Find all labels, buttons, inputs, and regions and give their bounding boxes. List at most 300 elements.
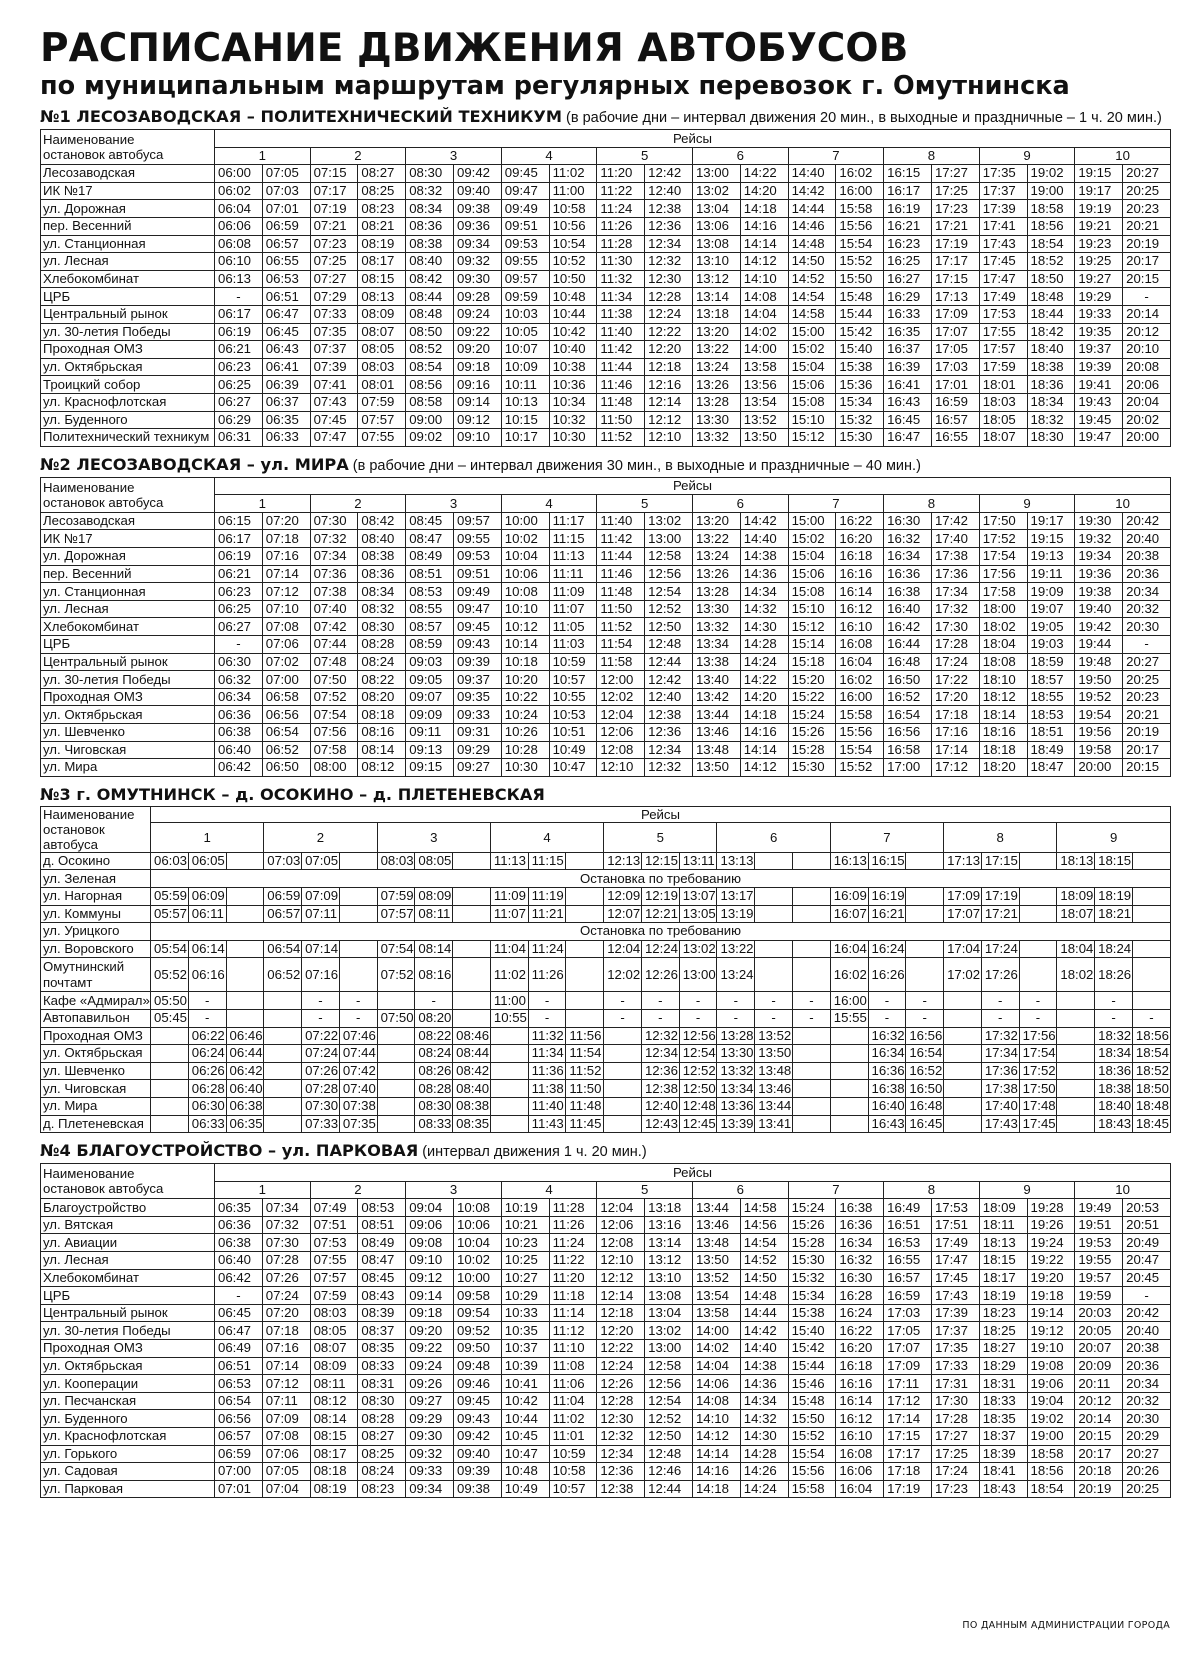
- time-cell: 16:29: [884, 288, 932, 306]
- time-cell: 08:36: [406, 217, 454, 235]
- time-cell: 17:54: [1019, 1045, 1057, 1063]
- time-cell: 16:12: [836, 1410, 884, 1428]
- stop-name: Омутнинский почтамт: [41, 958, 151, 992]
- time-cell: 07:16: [262, 548, 310, 566]
- time-cell: 17:07: [884, 1340, 932, 1358]
- time-cell: 18:09: [979, 1199, 1027, 1217]
- time-cell: 06:54: [264, 940, 302, 958]
- time-cell: 08:57: [406, 618, 454, 636]
- time-cell: [1019, 940, 1057, 958]
- time-cell: 19:15: [1075, 165, 1123, 183]
- time-cell: 09:11: [406, 724, 454, 742]
- time-cell: 06:57: [264, 905, 302, 923]
- time-cell: 12:32: [597, 1428, 645, 1446]
- on-request-note: Остановка по требованию: [151, 923, 1171, 941]
- time-cell: 09:27: [406, 1392, 454, 1410]
- time-cell: 12:32: [645, 759, 693, 777]
- time-cell: 16:30: [836, 1269, 884, 1287]
- time-cell: 09:18: [453, 358, 501, 376]
- time-cell: 15:56: [836, 217, 884, 235]
- time-cell: 16:10: [836, 1428, 884, 1446]
- time-cell: 16:15: [884, 165, 932, 183]
- time-cell: 19:05: [1027, 618, 1075, 636]
- trip-number: 7: [788, 495, 884, 513]
- time-cell: 11:34: [597, 288, 645, 306]
- time-cell: 09:43: [453, 636, 501, 654]
- time-cell: 18:14: [979, 706, 1027, 724]
- time-cell: 19:44: [1075, 636, 1123, 654]
- time-cell: 20:30: [1123, 1410, 1171, 1428]
- time-cell: 10:29: [501, 1287, 549, 1305]
- time-cell: [1057, 1009, 1095, 1027]
- time-cell: 17:36: [981, 1062, 1019, 1080]
- time-cell: [755, 852, 793, 870]
- time-cell: 13:46: [692, 1216, 740, 1234]
- time-cell: 16:07: [830, 905, 868, 923]
- stop-name: пер. Весенний: [41, 217, 215, 235]
- time-cell: 16:35: [884, 323, 932, 341]
- time-cell: 12:38: [645, 200, 693, 218]
- time-cell: 07:36: [310, 565, 358, 583]
- time-cell: 17:49: [979, 288, 1027, 306]
- time-cell: 13:39: [717, 1115, 755, 1133]
- time-cell: 19:52: [1075, 688, 1123, 706]
- time-cell: 18:40: [1095, 1097, 1133, 1115]
- time-cell: 10:52: [549, 253, 597, 271]
- time-cell: 17:13: [931, 288, 979, 306]
- time-cell: 18:33: [979, 1392, 1027, 1410]
- time-cell: 07:44: [339, 1045, 377, 1063]
- time-cell: 08:38: [358, 548, 406, 566]
- time-cell: 06:57: [215, 1428, 263, 1446]
- stop-name: Политехнический техникум: [41, 429, 215, 447]
- time-cell: 11:34: [528, 1045, 566, 1063]
- time-cell: [1132, 940, 1170, 958]
- table-row: [41, 905, 1171, 923]
- time-cell: 13:42: [692, 688, 740, 706]
- time-cell: 16:00: [836, 688, 884, 706]
- time-cell: 12:20: [597, 1322, 645, 1340]
- time-cell: 11:19: [528, 887, 566, 905]
- time-cell: 10:03: [501, 305, 549, 323]
- time-cell: 20:17: [1075, 1445, 1123, 1463]
- time-cell: 10:11: [501, 376, 549, 394]
- table-row: [41, 565, 1171, 583]
- time-cell: 18:27: [979, 1340, 1027, 1358]
- trip-number: 8: [884, 147, 980, 165]
- time-cell: 11:46: [597, 376, 645, 394]
- time-cell: 11:54: [566, 1045, 604, 1063]
- time-cell: 08:47: [406, 530, 454, 548]
- time-cell: 12:58: [645, 1357, 693, 1375]
- time-cell: 15:58: [836, 706, 884, 724]
- time-cell: 12:18: [597, 1304, 645, 1322]
- time-cell: 13:04: [645, 1304, 693, 1322]
- time-cell: 16:04: [836, 1480, 884, 1498]
- time-cell: 17:17: [884, 1445, 932, 1463]
- time-cell: 12:04: [597, 706, 645, 724]
- time-cell: 18:59: [1027, 653, 1075, 671]
- time-cell: 16:38: [868, 1080, 906, 1098]
- time-cell: 19:58: [1075, 741, 1123, 759]
- time-cell: 11:05: [549, 618, 597, 636]
- time-cell: 18:47: [1027, 759, 1075, 777]
- time-cell: 08:44: [453, 1045, 491, 1063]
- time-cell: 07:52: [377, 958, 415, 992]
- time-cell: 19:41: [1075, 376, 1123, 394]
- time-cell: [793, 1080, 831, 1098]
- time-cell: 07:33: [302, 1115, 340, 1133]
- trip-number: 10: [1075, 495, 1171, 513]
- time-cell: 07:59: [358, 393, 406, 411]
- time-cell: [226, 887, 264, 905]
- time-cell: 11:00: [490, 992, 528, 1010]
- time-cell: [793, 940, 831, 958]
- table-row: [41, 1392, 1171, 1410]
- time-cell: 14:06: [692, 1375, 740, 1393]
- time-cell: 20:08: [1123, 358, 1171, 376]
- stop-name: ул. Нагорная: [41, 887, 151, 905]
- time-cell: 13:44: [692, 1199, 740, 1217]
- time-cell: 17:01: [931, 376, 979, 394]
- time-cell: 16:20: [836, 1340, 884, 1358]
- time-cell: 10:08: [501, 583, 549, 601]
- time-cell: 16:13: [830, 852, 868, 870]
- time-cell: 08:03: [358, 358, 406, 376]
- time-cell: 12:22: [645, 323, 693, 341]
- time-cell: 19:47: [1075, 429, 1123, 447]
- time-cell: 20:38: [1123, 1340, 1171, 1358]
- time-cell: 13:41: [755, 1115, 793, 1133]
- stop-name: Лесозаводская: [41, 165, 215, 183]
- time-cell: [226, 992, 264, 1010]
- time-cell: [377, 992, 415, 1010]
- time-cell: 18:54: [1132, 1045, 1170, 1063]
- time-cell: -: [1019, 992, 1057, 1010]
- time-cell: 08:36: [358, 565, 406, 583]
- time-cell: 19:15: [1027, 530, 1075, 548]
- time-cell: 08:40: [406, 253, 454, 271]
- time-cell: 07:24: [262, 1287, 310, 1305]
- time-cell: 14:40: [740, 530, 788, 548]
- time-cell: -: [641, 992, 679, 1010]
- time-cell: 18:56: [1027, 1463, 1075, 1481]
- time-cell: 10:41: [501, 1375, 549, 1393]
- time-cell: 17:09: [944, 887, 982, 905]
- time-cell: 10:57: [549, 1480, 597, 1498]
- time-cell: 10:38: [549, 358, 597, 376]
- time-cell: 10:26: [501, 724, 549, 742]
- time-cell: 20:18: [1075, 1463, 1123, 1481]
- time-cell: 16:23: [884, 235, 932, 253]
- table-row: [41, 1357, 1171, 1375]
- time-cell: 17:47: [979, 270, 1027, 288]
- time-cell: [944, 1045, 982, 1063]
- time-cell: 17:32: [981, 1027, 1019, 1045]
- time-cell: 16:25: [884, 253, 932, 271]
- table-row: [41, 1062, 1171, 1080]
- time-cell: 16:02: [836, 165, 884, 183]
- time-cell: 14:24: [740, 653, 788, 671]
- time-cell: [377, 1097, 415, 1115]
- time-cell: 11:52: [597, 429, 645, 447]
- time-cell: 18:31: [979, 1375, 1027, 1393]
- trip-number: 5: [597, 495, 693, 513]
- time-cell: 19:18: [1027, 1287, 1075, 1305]
- stop-name: Центральный рынок: [41, 305, 215, 323]
- time-cell: 18:44: [1027, 305, 1075, 323]
- time-cell: 14:58: [740, 1199, 788, 1217]
- time-cell: 17:11: [884, 1375, 932, 1393]
- time-cell: 17:16: [931, 724, 979, 742]
- time-cell: -: [906, 992, 944, 1010]
- time-cell: 11:02: [549, 165, 597, 183]
- time-cell: 06:25: [215, 376, 263, 394]
- time-cell: [264, 992, 302, 1010]
- time-cell: 06:52: [264, 958, 302, 992]
- time-cell: 09:53: [501, 235, 549, 253]
- time-cell: [453, 852, 491, 870]
- time-cell: 08:27: [358, 1428, 406, 1446]
- time-cell: 10:22: [501, 688, 549, 706]
- time-cell: [906, 958, 944, 992]
- time-cell: 18:45: [1132, 1115, 1170, 1133]
- time-cell: 07:25: [310, 253, 358, 271]
- time-cell: 17:56: [1019, 1027, 1057, 1045]
- time-cell: 12:56: [679, 1027, 717, 1045]
- table-row: [41, 305, 1171, 323]
- time-cell: 07:19: [310, 200, 358, 218]
- time-cell: 13:20: [692, 512, 740, 530]
- stop-name: ул. Октябрьская: [41, 1357, 215, 1375]
- time-cell: 06:33: [262, 429, 310, 447]
- table-row: [41, 1234, 1171, 1252]
- time-cell: 09:22: [453, 323, 501, 341]
- time-cell: 08:18: [358, 706, 406, 724]
- trip-number: 9: [979, 495, 1075, 513]
- time-cell: 09:49: [501, 200, 549, 218]
- trip-number: 8: [884, 1181, 980, 1199]
- time-cell: [453, 992, 491, 1010]
- time-cell: [490, 1115, 528, 1133]
- time-cell: 13:34: [717, 1080, 755, 1098]
- time-cell: 09:52: [453, 1322, 501, 1340]
- route-heading: [40, 784, 1170, 806]
- time-cell: 16:42: [884, 618, 932, 636]
- time-cell: 19:25: [1075, 253, 1123, 271]
- time-cell: 15:36: [836, 376, 884, 394]
- time-cell: 17:37: [931, 1322, 979, 1340]
- trip-number: 9: [979, 1181, 1075, 1199]
- timetable-route-1: [40, 129, 1171, 447]
- stop-name: ул. Лесная: [41, 253, 215, 271]
- time-cell: 07:06: [262, 636, 310, 654]
- time-cell: 11:43: [528, 1115, 566, 1133]
- time-cell: 13:58: [692, 1304, 740, 1322]
- time-cell: 17:47: [931, 1252, 979, 1270]
- time-cell: 10:36: [549, 376, 597, 394]
- time-cell: 07:00: [262, 671, 310, 689]
- time-cell: 17:13: [944, 852, 982, 870]
- time-cell: 11:13: [549, 548, 597, 566]
- time-cell: 07:03: [264, 852, 302, 870]
- time-cell: 07:41: [310, 376, 358, 394]
- time-cell: 08:12: [358, 759, 406, 777]
- time-cell: 15:40: [836, 341, 884, 359]
- table-row: [41, 1428, 1171, 1446]
- time-cell: 10:09: [501, 358, 549, 376]
- time-cell: 20:15: [1075, 1428, 1123, 1446]
- stop-name: ул. Коммуны: [41, 905, 151, 923]
- time-cell: 14:42: [788, 182, 836, 200]
- time-cell: 12:48: [645, 1445, 693, 1463]
- time-cell: 20:42: [1123, 1304, 1171, 1322]
- time-cell: 19:59: [1075, 1287, 1123, 1305]
- time-cell: 07:01: [262, 200, 310, 218]
- time-cell: 06:00: [215, 165, 263, 183]
- time-cell: 13:10: [692, 253, 740, 271]
- time-cell: [264, 1097, 302, 1115]
- time-cell: 07:24: [302, 1045, 340, 1063]
- time-cell: 20:07: [1075, 1340, 1123, 1358]
- time-cell: 20:25: [1123, 182, 1171, 200]
- time-cell: 20:25: [1123, 671, 1171, 689]
- table-row: [41, 1115, 1171, 1133]
- time-cell: 06:19: [215, 548, 263, 566]
- time-cell: [944, 1027, 982, 1045]
- time-cell: 18:08: [979, 653, 1027, 671]
- time-cell: 11:24: [549, 1234, 597, 1252]
- time-cell: 10:47: [501, 1445, 549, 1463]
- time-cell: 08:45: [358, 1269, 406, 1287]
- time-cell: 06:03: [151, 852, 189, 870]
- time-cell: 11:52: [566, 1062, 604, 1080]
- time-cell: -: [679, 992, 717, 1010]
- time-cell: 15:12: [788, 429, 836, 447]
- time-cell: 08:01: [358, 376, 406, 394]
- stop-name: ул. 30-летия Победы: [41, 1322, 215, 1340]
- time-cell: [339, 958, 377, 992]
- time-cell: 13:00: [645, 1340, 693, 1358]
- time-cell: 11:07: [549, 600, 597, 618]
- time-cell: 19:02: [1027, 1410, 1075, 1428]
- time-cell: 15:02: [788, 530, 836, 548]
- time-cell: 08:38: [406, 235, 454, 253]
- time-cell: 16:19: [884, 200, 932, 218]
- time-cell: 19:14: [1027, 1304, 1075, 1322]
- time-cell: 13:46: [755, 1080, 793, 1098]
- stop-name: ул. Дорожная: [41, 548, 215, 566]
- time-cell: 17:05: [884, 1322, 932, 1340]
- time-cell: 14:54: [740, 1234, 788, 1252]
- stop-name: ул. Краснофлотская: [41, 393, 215, 411]
- stop-column-header: [41, 1164, 215, 1199]
- time-cell: 10:02: [453, 1252, 501, 1270]
- time-cell: 08:20: [415, 1009, 453, 1027]
- time-cell: 09:22: [406, 1340, 454, 1358]
- time-cell: 18:32: [1095, 1027, 1133, 1045]
- time-cell: 17:04: [944, 940, 982, 958]
- time-cell: 13:52: [755, 1027, 793, 1045]
- time-cell: 17:23: [931, 1480, 979, 1498]
- time-cell: 09:30: [453, 270, 501, 288]
- time-cell: 15:56: [836, 724, 884, 742]
- time-cell: 08:50: [406, 323, 454, 341]
- time-cell: 19:32: [1075, 530, 1123, 548]
- time-cell: 13:07: [679, 887, 717, 905]
- time-cell: 13:00: [679, 958, 717, 992]
- time-cell: 06:59: [215, 1445, 263, 1463]
- stop-name: д. Плетеневская: [41, 1115, 151, 1133]
- time-cell: 13:24: [717, 958, 755, 992]
- trip-number: 5: [597, 1181, 693, 1199]
- time-cell: 07:57: [310, 1269, 358, 1287]
- time-cell: 16:38: [884, 583, 932, 601]
- time-cell: 16:52: [884, 688, 932, 706]
- time-cell: 12:15: [641, 852, 679, 870]
- time-cell: 17:15: [931, 270, 979, 288]
- time-cell: 09:47: [501, 182, 549, 200]
- time-cell: 12:44: [645, 653, 693, 671]
- time-cell: 19:48: [1075, 653, 1123, 671]
- time-cell: 20:29: [1123, 1428, 1171, 1446]
- time-cell: 20:36: [1123, 1357, 1171, 1375]
- time-cell: 08:23: [358, 1480, 406, 1498]
- time-cell: 18:25: [979, 1322, 1027, 1340]
- time-cell: 07:45: [310, 411, 358, 429]
- time-cell: [793, 905, 831, 923]
- time-cell: 13:30: [717, 1045, 755, 1063]
- time-cell: -: [1095, 992, 1133, 1010]
- time-cell: 15:32: [836, 411, 884, 429]
- time-cell: 06:39: [262, 376, 310, 394]
- time-cell: 07:40: [339, 1080, 377, 1098]
- stop-header-line: Наименование: [43, 806, 135, 822]
- time-cell: 18:04: [979, 636, 1027, 654]
- time-cell: 11:48: [597, 393, 645, 411]
- time-cell: 11:50: [597, 411, 645, 429]
- time-cell: 14:40: [788, 165, 836, 183]
- stop-name: ул. Зеленая: [41, 870, 151, 888]
- time-cell: 06:49: [215, 1340, 263, 1358]
- time-cell: [793, 1027, 831, 1045]
- time-cell: 06:25: [215, 600, 263, 618]
- time-cell: 12:50: [645, 1428, 693, 1446]
- time-cell: 10:42: [549, 323, 597, 341]
- time-cell: 09:57: [453, 512, 501, 530]
- stop-name: Хлебокомбинат: [41, 270, 215, 288]
- time-cell: 20:15: [1123, 759, 1171, 777]
- time-cell: 09:15: [406, 759, 454, 777]
- time-cell: 11:02: [490, 958, 528, 992]
- time-cell: 14:00: [692, 1322, 740, 1340]
- time-cell: 19:24: [1027, 1234, 1075, 1252]
- time-cell: 07:47: [310, 429, 358, 447]
- time-cell: [1057, 1027, 1095, 1045]
- time-cell: 06:36: [215, 1216, 263, 1234]
- time-cell: 20:21: [1123, 706, 1171, 724]
- time-cell: 07:09: [262, 1410, 310, 1428]
- time-cell: [377, 1045, 415, 1063]
- time-cell: 07:16: [262, 1340, 310, 1358]
- time-cell: 12:54: [645, 1392, 693, 1410]
- time-cell: 20:05: [1075, 1322, 1123, 1340]
- time-cell: 06:45: [215, 1304, 263, 1322]
- time-cell: 08:05: [358, 341, 406, 359]
- time-cell: 09:58: [453, 1287, 501, 1305]
- time-cell: 18:43: [979, 1480, 1027, 1498]
- time-cell: 08:42: [406, 270, 454, 288]
